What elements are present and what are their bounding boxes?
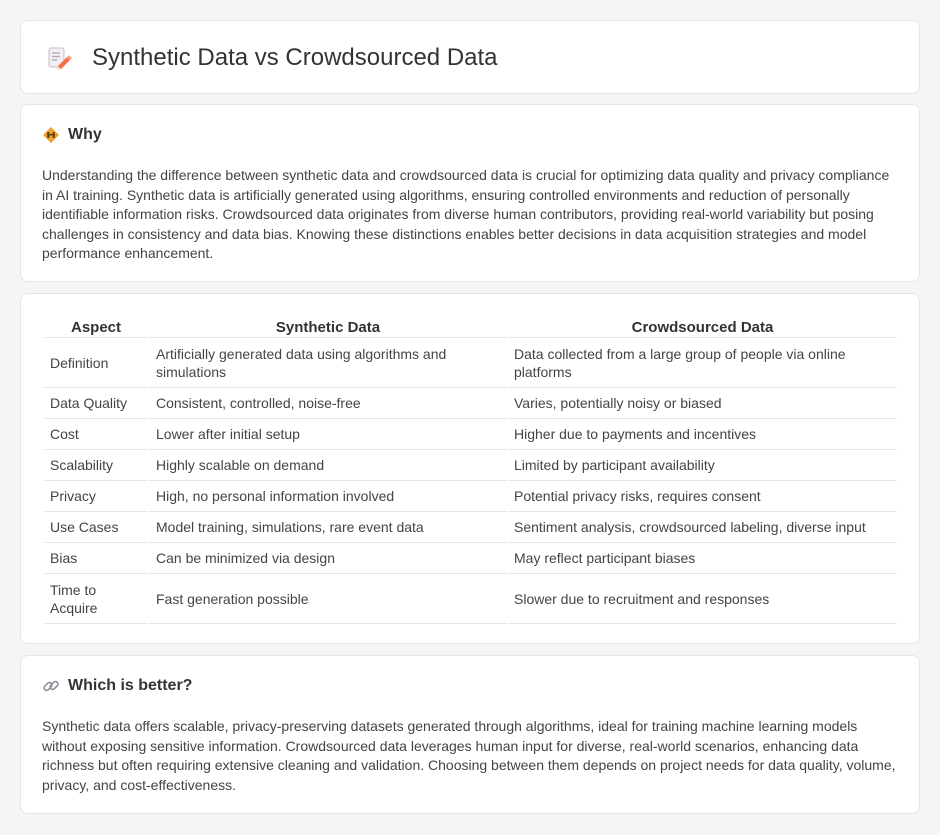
header-aspect: Aspect — [44, 314, 148, 338]
synthetic-cell: High, no personal information involved — [150, 481, 506, 512]
crowdsourced-cell: Higher due to payments and incentives — [508, 419, 897, 450]
synthetic-cell: Can be minimized via design — [150, 543, 506, 574]
synthetic-cell: Highly scalable on demand — [150, 450, 506, 481]
synthetic-cell: Lower after initial setup — [150, 419, 506, 450]
comparison-table — [42, 314, 899, 624]
crowdsourced-cell: Slower due to recruitment and responses — [508, 574, 897, 624]
why-text: Understanding the difference between synthetic data and crowdsourced data is crucial for optimizing data quality and privacy compliance in AI training. Synthetic data is artificially generated using algorithms, ensuring controlled environments and reduction of personally identifiable information risks. Crowdsourced data originates from diverse human contributors, providing real-world variability but posing challenges in consistency and data bias. Knowing these distinctions enables better decisions in data acquisition strategies and model performance enhancement. — [42, 167, 890, 262]
document-pencil-icon — [46, 45, 72, 71]
title-card — [20, 20, 920, 94]
aspect-cell: Definition — [44, 338, 148, 388]
page-title: Synthetic Data vs Crowdsourced Data — [92, 44, 498, 71]
crowdsourced-cell: Potential privacy risks, requires consent — [508, 481, 897, 512]
aspect-cell: Data Quality — [44, 388, 148, 419]
synthetic-cell: Consistent, controlled, noise-free — [150, 388, 506, 419]
synthetic-cell: Model training, simulations, rare event data — [150, 512, 506, 543]
synthetic-cell: Fast generation possible — [150, 574, 506, 624]
aspect-cell: Use Cases — [44, 512, 148, 543]
crowdsourced-cell: Limited by participant availability — [508, 450, 897, 481]
why-heading: Why — [68, 126, 102, 143]
table-row — [44, 543, 897, 574]
aspect-cell: Time to Acquire — [44, 574, 148, 624]
header-synthetic: Synthetic Data — [150, 314, 506, 338]
comparison-card — [20, 293, 920, 644]
link-icon — [42, 677, 60, 695]
why-section — [20, 104, 920, 282]
table-row — [44, 450, 897, 481]
better-heading: Which is better? — [68, 677, 193, 694]
table-row — [44, 512, 897, 543]
table-row — [44, 338, 897, 388]
table-row — [44, 419, 897, 450]
aspect-cell: Privacy — [44, 481, 148, 512]
which-is-better-section — [20, 655, 920, 814]
aspect-cell: Scalability — [44, 450, 148, 481]
crowdsourced-cell: May reflect participant biases — [508, 543, 897, 574]
header-crowdsourced: Crowdsourced Data — [508, 314, 897, 338]
diamond-warning-icon — [42, 126, 60, 144]
crowdsourced-cell: Varies, potentially noisy or biased — [508, 388, 897, 419]
better-text: Synthetic data offers scalable, privacy-preserving datasets generated through algorithms, ideal for training machine learning models without exposing sensitive information. Crowdsourced data leverages human input for diverse, real-world scenarios, enhancing data richness but often requiring extensive cleaning and validation. Choosing between them depends on project needs for data quality, volume, privacy, and cost-effectiveness. — [42, 718, 896, 793]
synthetic-cell: Artificially generated data using algorithms and simulations — [150, 338, 506, 388]
table-row — [44, 388, 897, 419]
aspect-cell: Cost — [44, 419, 148, 450]
table-row — [44, 574, 897, 624]
table-row — [44, 481, 897, 512]
aspect-cell: Bias — [44, 543, 148, 574]
crowdsourced-cell: Data collected from a large group of people via online platforms — [508, 338, 897, 388]
crowdsourced-cell: Sentiment analysis, crowdsourced labeling, diverse input — [508, 512, 897, 543]
